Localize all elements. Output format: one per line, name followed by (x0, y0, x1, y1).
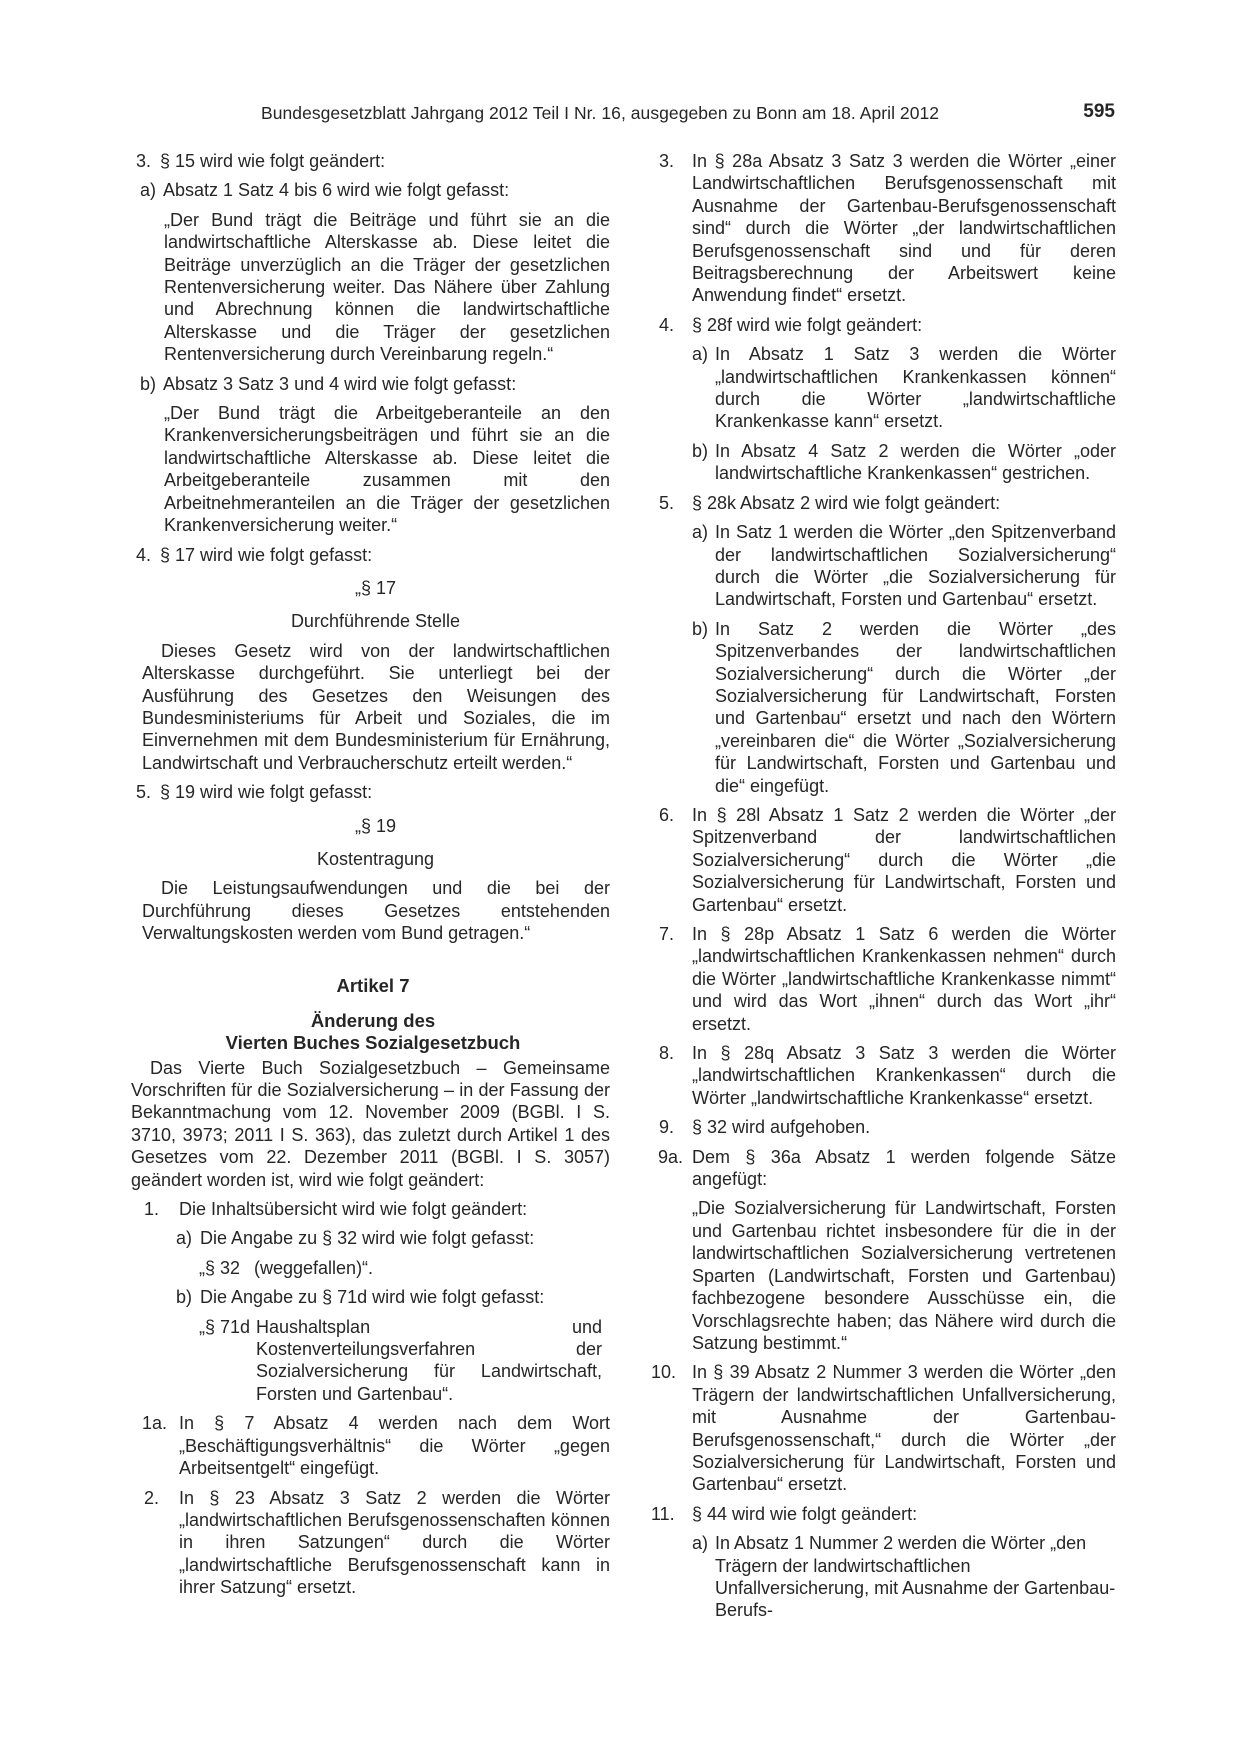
article-item-1b (176, 1286, 610, 1308)
item-number: 5. (659, 492, 675, 513)
item-number: 10. (651, 1362, 677, 1383)
item-letter: b) (692, 440, 709, 461)
item-r5 (647, 492, 1116, 514)
quote-par-71d (199, 1316, 602, 1406)
item-text: Die Angabe zu § 32 wird wie folgt gefasst: (200, 1228, 535, 1249)
item-number: 9. (659, 1117, 675, 1138)
item-text: In Absatz 1 Nummer 2 werden die Wörter „den Trägern der landwirtschaftlichen Unfallversicherung, mit Ausnahme der Gartenbau-Berufs- (715, 1533, 1116, 1621)
item-text: In § 28q Absatz 3 Satz 3 werden die Wörter „landwirtschaftlichen Krankenkassen“ durch die Wörter „landwirtschaftliche Krankenkasse“ ersetzt. (692, 1043, 1116, 1108)
article-item-2 (144, 1487, 610, 1599)
item-r5b (692, 618, 1116, 797)
left-column (131, 150, 610, 1599)
quote-3b: „Der Bund trägt die Arbeitgeberanteile an den Krankenversicherungsbeiträgen und führt sie an die landwirtschaftliche Alterskasse ab. Diese leitet die Arbeitgeberanteile zusammen mit den Arbeitnehmeranteilen an die Träger der gesetzlichen Krankenversicherung weiter.“ (164, 403, 610, 536)
quote-par: „§ 32 (199, 1257, 241, 1278)
item-r3 (647, 150, 1116, 307)
item-r4b (692, 440, 1116, 485)
item-r4 (647, 314, 1116, 336)
item-r5a (692, 521, 1116, 611)
quote-par: „§ 71d (199, 1316, 251, 1337)
item-letter: a) (176, 1228, 193, 1249)
article-item-1a-extra (142, 1412, 610, 1479)
item-3a (140, 179, 610, 201)
item-r4a (692, 343, 1116, 433)
item-number: 5. (136, 782, 152, 803)
paragraph-17-label: „§ 17 (354, 577, 397, 598)
item-text: § 28k Absatz 2 wird wie folgt geändert: (692, 492, 1001, 513)
item-r11 (647, 1503, 1116, 1525)
item-text: In § 23 Absatz 3 Satz 2 werden die Wörter „landwirtschaftlichen Berufsgenossenschaften können in ihren Satzungen“ durch die Wörter „landwirtschaftliche Berufsgenossenschaft kann in ihrer Satzung“ ersetzt. (179, 1487, 610, 1598)
item-number: 8. (659, 1043, 675, 1064)
paragraph-19-heading: Kostentragung (316, 848, 435, 869)
item-text: In Absatz 4 Satz 2 werden die Wörter „oder landwirtschaftliche Krankenkassen“ gestrichen. (715, 440, 1116, 484)
item-3 (136, 150, 610, 172)
item-text: In § 39 Absatz 2 Nummer 3 werden die Wörter „den Trägern der landwirtschaftlichen Unfallversicherung, mit Ausnahme der Gartenbau-Berufsgenossenschaft,“ durch die Wörter „der Sozialversicherung für Landwirtschaft, Forsten und Gartenbau“ ersetzt. (692, 1362, 1116, 1495)
page-header (127, 103, 1115, 129)
item-letter: a) (692, 522, 709, 543)
item-letter: a) (692, 344, 709, 365)
paragraph-19-text: Die Leistungsaufwendungen und die bei der Durchführung dieses Gesetzes entstehenden Verwaltungskosten werden vom Bund getragen.“ (142, 878, 610, 944)
item-letter: a) (692, 1533, 709, 1554)
item-number: 2. (144, 1487, 160, 1508)
paragraph-17-text: Dieses Gesetz wird von der landwirtschaftlichen Alterskasse durchgeführt. Sie unterliegt bei der Ausführung des Gesetzes den Weisungen des Bundesministeriums für Arbeit und Soziales, die im Einvernehmen mit dem Bundesministerium für Ernährung, Landwirtschaft und Verbraucherschutz erteilt werden.“ (142, 640, 610, 773)
quote-3a: „Der Bund trägt die Beiträge und führt sie an die landwirtschaftliche Alterskasse ab. Diese leitet die Beiträge unverzüglich an die Träger der gesetzlichen Rentenversicherung weiter. Das Nähere über Zahlung und Abrechnung können die landwirtschaftliche Alterskasse und die Träger der gesetzlichen Rentenversicherung durch Vereinbarung regeln.“ (164, 209, 610, 365)
page-number: 595 (1083, 101, 1115, 122)
article-intro: Das Vierte Buch Sozialgesetzbuch – Gemeinsame Vorschriften für die Sozialversicherung – in der Fassung der Bekanntmachung vom 12. November 2009 (BGBl. I S. 3710, 3973; 2011 I S. 363), das zuletzt durch Artikel 1 des Gesetzes vom 22. Dezember 2011 (BGBl. I S. 3057) geändert worden ist, wird wie folgt geändert: (131, 1057, 610, 1190)
item-text: Die Inhaltsübersicht wird wie folgt geändert: (179, 1199, 528, 1220)
item-r10 (647, 1361, 1116, 1495)
article-item-1a (176, 1227, 610, 1249)
item-text: Absatz 3 Satz 3 und 4 wird wie folgt gefasst: (163, 373, 517, 394)
item-number: 3. (659, 151, 675, 171)
article-item-1 (144, 1198, 610, 1220)
item-number: 6. (659, 804, 675, 825)
item-number: 11. (651, 1503, 675, 1524)
item-text: In § 28p Absatz 1 Satz 6 werden die Wörter „landwirtschaftlichen Krankenkassen nehmen“ durch die Wörter „landwirtschaftliche Krankenkasse nimmt“ und wird das Wort „ihnen“ durch das Wort „ihr“ ersetzt. (692, 924, 1116, 1034)
item-text: Dem § 36a Absatz 1 werden folgende Sätze angefügt: (692, 1146, 1116, 1190)
quote-text: Haushaltsplan und Kostenverteilungsverfahren der Sozialversicherung für Landwirtschaft, Forsten und Gartenbau“. (256, 1316, 602, 1404)
article-title-line-2: Vierten Buches Sozialgesetzbuch (225, 1031, 521, 1053)
item-text: Absatz 1 Satz 4 bis 6 wird wie folgt gefasst: (163, 180, 510, 201)
item-number: 1a. (142, 1413, 168, 1434)
item-text: Die Angabe zu § 71d wird wie folgt gefasst: (200, 1287, 545, 1308)
right-column (647, 150, 1116, 1622)
header-title: Bundesgesetzblatt Jahrgang 2012 Teil I Nr. 16, ausgegeben zu Bonn am 18. April 2012 (261, 103, 940, 123)
item-text: § 44 wird wie folgt geändert: (692, 1503, 918, 1524)
item-text: § 15 wird wie folgt geändert: (160, 151, 386, 171)
item-number: 4. (136, 544, 152, 565)
quote-r9a: „Die Sozialversicherung für Landwirtschaft, Forsten und Gartenbau richtet insbesondere für die in der landwirtschaftlichen Sozialversicherung vertretenen Sparten (Landwirtschaft, Forsten und Gartenbau) fachbezogene besondere Ausschüsse ein, die Vorschlagsrechte haben; das Nähere wird durch die Satzung bestimmt.“ (692, 1198, 1116, 1353)
item-text: In § 28a Absatz 3 Satz 3 werden die Wörter „einer Landwirtschaftlichen Berufsgenossenschaft mit Ausnahme der Gartenbau-Berufsgenossenschaft sind“ durch die Wörter „der landwirtschaftlichen Berufsgenossenschaft sind und für deren Beitragsberechnung der Arbeitswert keine Anwendung findet“ ersetzt. (692, 151, 1116, 306)
item-number: 3. (136, 151, 152, 171)
item-text: § 32 wird aufgehoben. (692, 1117, 871, 1138)
item-text: § 19 wird wie folgt gefasst: (160, 782, 373, 803)
item-text: In Satz 1 werden die Wörter „den Spitzenverband der landwirtschaftlichen Sozialversicherung“ durch die Wörter „die Sozialversicherung für Landwirtschaft, Forsten und Gartenbau“ ersetzt. (715, 522, 1116, 610)
item-r9 (647, 1116, 1116, 1138)
item-5 (136, 781, 610, 803)
item-number: 9a. (658, 1146, 684, 1167)
item-r9a (647, 1146, 1116, 1191)
item-r7 (647, 923, 1116, 1035)
article-number: Artikel 7 (336, 974, 410, 996)
item-r6 (647, 804, 1116, 916)
item-text: In § 28l Absatz 1 Satz 2 werden die Wörter „der Spitzenverband der landwirtschaftlichen Sozialversicherung“ durch die Wörter „die Sozialversicherung für Landwirtschaft, Forsten und Gartenbau“ ersetzt. (692, 804, 1116, 915)
item-r8 (647, 1042, 1116, 1109)
item-4 (136, 544, 610, 566)
item-letter: b) (692, 618, 709, 639)
item-number: 4. (659, 314, 675, 335)
item-number: 1. (144, 1199, 160, 1220)
item-text: § 28f wird wie folgt geändert: (692, 314, 923, 335)
item-letter: b) (140, 373, 157, 394)
item-r11a (692, 1532, 1116, 1622)
item-text: In Satz 2 werden die Wörter „des Spitzenverbandes der landwirtschaftlichen Sozialversicherung“ durch die Wörter „der Sozialversicherung für Landwirtschaft, Forsten und Gartenbau“ ersetzt und nach den Wörtern „vereinbaren die“ die Wörter „Sozialversicherung für Landwirtschaft, Forsten und Gartenbau und die“ eingefügt. (715, 618, 1116, 796)
item-text: § 17 wird wie folgt gefasst: (160, 544, 373, 565)
quote-text: (weggefallen)“. (254, 1257, 374, 1278)
item-letter: a) (140, 180, 157, 201)
paragraph-19-label: „§ 19 (354, 815, 397, 836)
item-text: In Absatz 1 Satz 3 werden die Wörter „landwirtschaftlichen Krankenkassen können“ durch die Wörter „landwirtschaftliche Krankenkasse kann“ ersetzt. (715, 344, 1116, 432)
item-letter: b) (176, 1287, 193, 1308)
item-3b (140, 373, 610, 395)
paragraph-17-heading: Durchführende Stelle (290, 611, 461, 632)
article-title-line-1: Änderung des (310, 1009, 436, 1031)
quote-par-32 (199, 1257, 610, 1279)
item-text: In § 7 Absatz 4 werden nach dem Wort „Beschäftigungsverhältnis“ die Wörter „gegen Arbeitsentgelt“ eingefügt. (179, 1413, 610, 1479)
item-number: 7. (659, 924, 675, 944)
